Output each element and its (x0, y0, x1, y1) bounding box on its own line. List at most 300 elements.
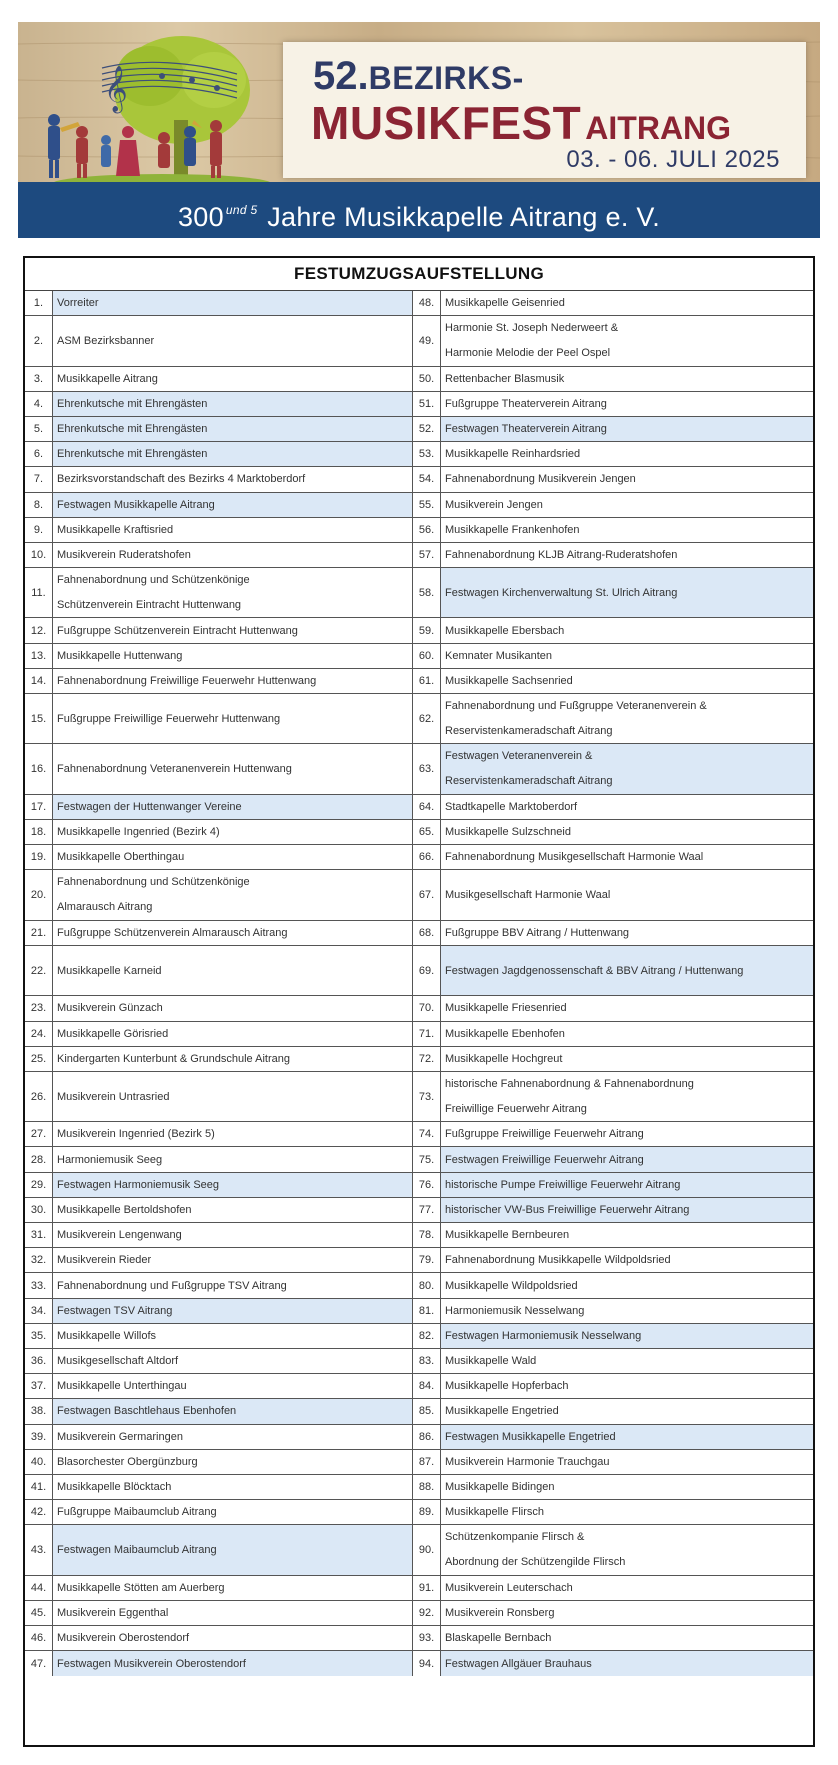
lineup-entry-line: Festwagen der Huttenwanger Vereine (57, 800, 242, 813)
lineup-entry (441, 1299, 813, 1323)
lineup-number: 88. (413, 1475, 441, 1499)
lineup-entry (53, 1399, 413, 1423)
lineup-entry (441, 1198, 813, 1222)
banner-title-panel (283, 42, 806, 178)
lineup-number: 57. (413, 543, 441, 567)
lineup-entry-line: Musikkapelle Ebenhofen (445, 1027, 565, 1040)
lineup-entry-line: Fußgruppe Theaterverein Aitrang (445, 397, 607, 410)
lineup-number: 71. (413, 1022, 441, 1046)
lineup-entry (441, 618, 813, 642)
parade-lineup-table (23, 256, 815, 1747)
lineup-entry (441, 467, 813, 491)
lineup-entry-line: Musikkapelle Görisried (57, 1027, 169, 1040)
lineup-entry-line: Musikkapelle Sulzschneid (445, 826, 571, 839)
lineup-entry-line: Harmonie Melodie der Peel Ospel (445, 346, 611, 359)
lineup-entry (53, 493, 413, 517)
table-row (25, 1147, 813, 1172)
lineup-number: 26. (25, 1072, 53, 1121)
lineup-entry (53, 795, 413, 819)
lineup-entry-line: Musikgesellschaft Altdorf (57, 1355, 179, 1368)
lineup-entry (53, 1299, 413, 1323)
lineup-entry (441, 870, 813, 919)
lineup-entry (441, 795, 813, 819)
banner-title-line2 (311, 96, 731, 150)
lineup-entry (441, 1223, 813, 1247)
lineup-entry (53, 568, 413, 617)
lineup-entry-line: Musikkapelle Kraftisried (57, 523, 174, 536)
lineup-entry-line: Festwagen TSV Aitrang (57, 1304, 173, 1317)
lineup-entry-line: Festwagen Allgäuer Brauhaus (445, 1657, 592, 1670)
lineup-entry-line: Fußgruppe Maibaumclub Aitrang (57, 1506, 217, 1519)
table-row (25, 568, 813, 618)
lineup-entry (53, 518, 413, 542)
lineup-entry-line: Blaskapelle Bernbach (445, 1632, 552, 1645)
lineup-entry-line: Musikverein Harmonie Trauchgau (445, 1455, 610, 1468)
lineup-entry-line: Fahnenabordnung und Schützenkönige (57, 876, 250, 889)
lineup-entry-line: Musikverein Günzach (57, 1002, 163, 1015)
lineup-entry-line: Musikkapelle Friesenried (445, 1002, 567, 1015)
lineup-number: 20. (25, 870, 53, 919)
lineup-number: 62. (413, 694, 441, 743)
table-row (25, 946, 813, 996)
lineup-number: 18. (25, 820, 53, 844)
lineup-entry-line: Fahnenabordnung und Fußgruppe TSV Aitrang (57, 1279, 287, 1292)
lineup-entry (441, 644, 813, 668)
lineup-entry-line: Fußgruppe Freiwillige Feuerwehr Huttenwang (57, 712, 281, 725)
table-rows (25, 291, 813, 1676)
lineup-entry (441, 1248, 813, 1272)
lineup-number: 7. (25, 467, 53, 491)
lineup-number: 4. (25, 392, 53, 416)
lineup-entry (53, 1475, 413, 1499)
lineup-entry-line: Harmoniemusik Nesselwang (445, 1304, 585, 1317)
lineup-entry (53, 367, 413, 391)
lineup-number: 38. (25, 1399, 53, 1423)
lineup-entry-line: Musikverein Rieder (57, 1254, 152, 1267)
lineup-number: 85. (413, 1399, 441, 1423)
lineup-entry (53, 1248, 413, 1272)
lineup-number: 78. (413, 1223, 441, 1247)
lineup-entry-line: Fahnenabordnung Veteranenverein Huttenwang (57, 763, 292, 776)
lineup-entry (441, 921, 813, 945)
lineup-number: 58. (413, 568, 441, 617)
lineup-entry (53, 820, 413, 844)
table-row (25, 694, 813, 744)
lineup-entry (53, 1626, 413, 1650)
lineup-entry-line: Schützenkompanie Flirsch & (445, 1531, 585, 1543)
lineup-entry-line: Musikkapelle Wald (445, 1355, 537, 1368)
lineup-entry-line: Fußgruppe Freiwillige Feuerwehr Aitrang (445, 1128, 644, 1141)
lineup-number: 74. (413, 1122, 441, 1146)
lineup-entry-line: Musikkapelle Geisenried (445, 297, 565, 310)
lineup-entry (53, 618, 413, 642)
lineup-number: 44. (25, 1576, 53, 1600)
lineup-entry (53, 669, 413, 693)
lineup-entry (53, 1576, 413, 1600)
svg-text:𝄞: 𝄞 (104, 66, 128, 112)
table-title: FESTUMZUGSAUFSTELLUNG (25, 258, 813, 291)
lineup-number: 94. (413, 1651, 441, 1676)
lineup-entry (53, 467, 413, 491)
table-row (25, 795, 813, 820)
lineup-entry-line: Musikverein Ingenried (Bezirk 5) (57, 1128, 215, 1141)
lineup-number: 42. (25, 1500, 53, 1524)
table-row (25, 543, 813, 568)
table-row (25, 291, 813, 316)
lineup-entry-line: Kindergarten Kunterbunt & Grundschule Aitrang (57, 1052, 290, 1065)
lineup-entry-line: historische Fahnenabordnung & Fahnenabordnung (445, 1077, 694, 1090)
lineup-entry-line: Festwagen Harmoniemusik Seeg (57, 1178, 220, 1191)
table-row (25, 1399, 813, 1424)
table-row (25, 1248, 813, 1273)
lineup-entry-line: Fußgruppe BBV Aitrang / Huttenwang (445, 926, 630, 939)
table-row (25, 744, 813, 794)
lineup-entry (441, 694, 813, 743)
lineup-entry-line: Harmonie St. Joseph Nederweert & (445, 321, 619, 334)
lineup-number: 46. (25, 1626, 53, 1650)
lineup-entry (441, 1626, 813, 1650)
lineup-number: 73. (413, 1072, 441, 1121)
lineup-number: 27. (25, 1122, 53, 1146)
lineup-entry (53, 1500, 413, 1524)
table-row (25, 1525, 813, 1575)
lineup-number: 89. (413, 1500, 441, 1524)
lineup-number: 25. (25, 1047, 53, 1071)
lineup-entry (441, 1475, 813, 1499)
anniversary-number: 300 (177, 202, 224, 232)
lineup-entry-line: Fahnenabordnung Freiwillige Feuerwehr Huttenwang (57, 674, 317, 687)
lineup-entry (53, 1651, 413, 1676)
lineup-entry (441, 1450, 813, 1474)
lineup-entry (441, 1324, 813, 1348)
lineup-number: 76. (413, 1173, 441, 1197)
lineup-entry (441, 493, 813, 517)
lineup-number: 21. (25, 921, 53, 945)
lineup-entry-line: Fußgruppe Schützenverein Eintracht Huttenwang (57, 624, 298, 637)
lineup-entry (53, 1022, 413, 1046)
lineup-entry (441, 996, 813, 1020)
lineup-entry (53, 996, 413, 1020)
lineup-entry-line: Musikverein Leuterschach (445, 1581, 573, 1594)
lineup-entry-line: Musikkapelle Bidingen (445, 1481, 555, 1494)
table-row (25, 493, 813, 518)
lineup-entry-line: Musikverein Ronsberg (445, 1606, 555, 1619)
table-row (25, 442, 813, 467)
lineup-entry (441, 1525, 813, 1574)
table-row (25, 1299, 813, 1324)
lineup-number: 66. (413, 845, 441, 869)
table-row (25, 1349, 813, 1374)
lineup-number: 10. (25, 543, 53, 567)
table-row (25, 367, 813, 392)
lineup-entry-line: Fahnenabordnung KLJB Aitrang-Ruderatshofen (445, 548, 678, 561)
lineup-entry-line: Vorreiter (57, 297, 99, 310)
lineup-number: 14. (25, 669, 53, 693)
lineup-number: 87. (413, 1450, 441, 1474)
lineup-entry (53, 1122, 413, 1146)
lineup-number: 29. (25, 1173, 53, 1197)
lineup-number: 84. (413, 1374, 441, 1398)
lineup-entry (53, 1047, 413, 1071)
lineup-entry-line: Musikkapelle Wildpoldsried (445, 1279, 578, 1292)
lineup-entry-line: Musikverein Ruderatshofen (57, 548, 191, 561)
lineup-entry-line: Rettenbacher Blasmusik (445, 372, 565, 385)
lineup-number: 16. (25, 744, 53, 793)
lineup-number: 47. (25, 1651, 53, 1676)
table-row (25, 1425, 813, 1450)
lineup-entry-line: Fußgruppe Schützenverein Almarausch Aitrang (57, 926, 288, 939)
lineup-entry-line: Festwagen Veteranenverein & (445, 750, 593, 763)
lineup-number: 81. (413, 1299, 441, 1323)
lineup-entry (441, 1374, 813, 1398)
table-row (25, 820, 813, 845)
lineup-entry-line: Bezirksvorstandschaft des Bezirks 4 Marktoberdorf (57, 473, 306, 486)
lineup-entry-line: Fahnenabordnung Musikkapelle Wildpoldsried (445, 1254, 671, 1267)
lineup-entry (53, 1349, 413, 1373)
lineup-entry (441, 518, 813, 542)
lineup-entry (53, 1147, 413, 1171)
lineup-entry (441, 543, 813, 567)
lineup-number: 65. (413, 820, 441, 844)
table-row (25, 921, 813, 946)
table-row (25, 417, 813, 442)
lineup-entry (53, 1525, 413, 1574)
lineup-number: 54. (413, 467, 441, 491)
table-row (25, 1273, 813, 1298)
lineup-entry-line: Musikkapelle Willofs (57, 1329, 157, 1342)
table-row (25, 518, 813, 543)
lineup-number: 37. (25, 1374, 53, 1398)
lineup-entry (441, 1651, 813, 1676)
anniversary-text (178, 202, 660, 232)
lineup-entry-line: Almarausch Aitrang (57, 901, 153, 914)
lineup-entry (53, 870, 413, 919)
lineup-entry-line: Musikverein Untrasried (57, 1090, 170, 1103)
table-row (25, 669, 813, 694)
lineup-entry (53, 1450, 413, 1474)
lineup-entry-line: Musikkapelle Karneid (57, 964, 162, 977)
lineup-entry (53, 1223, 413, 1247)
lineup-number: 8. (25, 493, 53, 517)
lineup-number: 77. (413, 1198, 441, 1222)
table-row (25, 1022, 813, 1047)
table-row (25, 1122, 813, 1147)
lineup-entry-line: Fahnenabordnung Musikverein Jengen (445, 473, 636, 486)
lineup-entry-line: Ehrenkutsche mit Ehrengästen (57, 423, 208, 436)
lineup-entry-line: historischer VW-Bus Freiwillige Feuerwehr Aitrang (445, 1203, 690, 1216)
lineup-entry-line: Festwagen Musikverein Oberostendorf (57, 1657, 246, 1670)
lineup-number: 60. (413, 644, 441, 668)
anniversary-superscript: und 5 (225, 203, 258, 217)
table-row (25, 1601, 813, 1626)
lineup-number: 59. (413, 618, 441, 642)
lineup-number: 53. (413, 442, 441, 466)
lineup-number: 15. (25, 694, 53, 743)
lineup-number: 48. (413, 291, 441, 315)
lineup-entry-line: Musikkapelle Oberthingau (57, 851, 185, 864)
anniversary-label: Jahre Musikkapelle Aitrang e. V. (267, 202, 661, 232)
lineup-entry (441, 1273, 813, 1297)
lineup-number: 69. (413, 946, 441, 995)
lineup-entry (53, 845, 413, 869)
lineup-entry-line: Musikkapelle Stötten am Auerberg (57, 1581, 225, 1594)
lineup-entry-line: Festwagen Theaterverein Aitrang (445, 423, 607, 436)
lineup-number: 72. (413, 1047, 441, 1071)
lineup-entry-line: Musikkapelle Huttenwang (57, 649, 183, 662)
lineup-number: 68. (413, 921, 441, 945)
lineup-entry (53, 1198, 413, 1222)
lineup-number: 56. (413, 518, 441, 542)
lineup-number: 3. (25, 367, 53, 391)
lineup-entry-line: ASM Bezirksbanner (57, 334, 155, 347)
lineup-number: 82. (413, 1324, 441, 1348)
lineup-entry-line: historische Pumpe Freiwillige Feuerwehr Aitrang (445, 1178, 681, 1191)
lineup-entry-line: Musikkapelle Hochgreut (445, 1052, 563, 1065)
lineup-entry-line: Musikkapelle Flirsch (445, 1506, 545, 1519)
lineup-number: 1. (25, 291, 53, 315)
lineup-entry (441, 1047, 813, 1071)
lineup-entry (53, 1601, 413, 1625)
lineup-number: 17. (25, 795, 53, 819)
lineup-number: 45. (25, 1601, 53, 1625)
lineup-number: 49. (413, 316, 441, 365)
lineup-entry-line: Freiwillige Feuerwehr Aitrang (445, 1102, 587, 1115)
lineup-number: 67. (413, 870, 441, 919)
lineup-number: 90. (413, 1525, 441, 1574)
lineup-entry (441, 820, 813, 844)
lineup-entry (441, 744, 813, 793)
lineup-number: 70. (413, 996, 441, 1020)
lineup-entry (53, 1273, 413, 1297)
lineup-entry-line: Musikkapelle Bernbeuren (445, 1229, 570, 1242)
lineup-entry (53, 392, 413, 416)
lineup-entry (441, 946, 813, 995)
lineup-entry (53, 694, 413, 743)
lineup-entry (441, 392, 813, 416)
lineup-number: 32. (25, 1248, 53, 1272)
table-row (25, 392, 813, 417)
lineup-entry (441, 1500, 813, 1524)
lineup-entry (53, 1072, 413, 1121)
lineup-entry (53, 921, 413, 945)
table-row (25, 1223, 813, 1248)
lineup-number: 34. (25, 1299, 53, 1323)
lineup-entry (441, 1122, 813, 1146)
lineup-entry-line: Musikkapelle Aitrang (57, 372, 158, 385)
lineup-entry (441, 568, 813, 617)
lineup-entry (53, 946, 413, 995)
lineup-entry (53, 744, 413, 793)
lineup-number: 28. (25, 1147, 53, 1171)
lineup-entry-line: Fahnenabordnung Musikgesellschaft Harmonie Waal (445, 851, 704, 864)
lineup-number: 63. (413, 744, 441, 793)
lineup-number: 61. (413, 669, 441, 693)
lineup-entry-line: Festwagen Harmoniemusik Nesselwang (445, 1329, 642, 1342)
table-row (25, 1450, 813, 1475)
lineup-entry-line: Musikverein Eggenthal (57, 1606, 169, 1619)
lineup-number: 31. (25, 1223, 53, 1247)
lineup-entry (53, 417, 413, 441)
lineup-number: 86. (413, 1425, 441, 1449)
lineup-entry-line: Musikverein Lengenwang (57, 1229, 182, 1242)
lineup-entry-line: Musikkapelle Ingenried (Bezirk 4) (57, 826, 220, 839)
lineup-entry-line: Musikkapelle Engetried (445, 1405, 559, 1418)
lineup-entry-line: Musikkapelle Sachsenried (445, 674, 573, 687)
lineup-number: 36. (25, 1349, 53, 1373)
table-row (25, 1626, 813, 1651)
lineup-entry (53, 644, 413, 668)
lineup-entry-line: Abordnung der Schützengilde Flirsch (445, 1556, 626, 1568)
lineup-number: 79. (413, 1248, 441, 1272)
lineup-entry-line: Harmoniemusik Seeg (57, 1153, 163, 1166)
lineup-number: 83. (413, 1349, 441, 1373)
lineup-entry-line: Musikgesellschaft Harmonie Waal (445, 889, 611, 902)
tree-with-musicians-logo (32, 28, 282, 196)
lineup-number: 5. (25, 417, 53, 441)
table-row (25, 1198, 813, 1223)
banner-title-word1: BEZIRKS- (368, 60, 524, 96)
lineup-number: 30. (25, 1198, 53, 1222)
table-row (25, 996, 813, 1021)
lineup-number: 55. (413, 493, 441, 517)
lineup-entry-line: Reservistenkameradschaft Aitrang (445, 724, 613, 737)
lineup-entry (53, 1324, 413, 1348)
banner-anniversary-strip (18, 182, 820, 238)
lineup-entry-line: Fahnenabordnung und Fußgruppe Veteranenverein & (445, 699, 707, 712)
table-row (25, 1374, 813, 1399)
lineup-entry (53, 1374, 413, 1398)
table-row (25, 1173, 813, 1198)
lineup-number: 52. (413, 417, 441, 441)
festival-banner (18, 22, 820, 238)
lineup-entry-line: Festwagen Baschtlehaus Ebenhofen (57, 1405, 237, 1418)
lineup-number: 13. (25, 644, 53, 668)
lineup-entry-line: Musikkapelle Hopferbach (445, 1380, 569, 1393)
lineup-entry (441, 1349, 813, 1373)
table-row (25, 1324, 813, 1349)
lineup-number: 80. (413, 1273, 441, 1297)
lineup-entry-line: Ehrenkutsche mit Ehrengästen (57, 397, 208, 410)
lineup-entry-line: Blasorchester Obergünzburg (57, 1455, 198, 1468)
lineup-number: 64. (413, 795, 441, 819)
table-row (25, 1651, 813, 1676)
lineup-entry-line: Musikkapelle Blöcktach (57, 1481, 172, 1494)
lineup-entry (441, 367, 813, 391)
banner-dates: 03. - 06. JULI 2025 (566, 146, 780, 173)
lineup-entry-line: Festwagen Kirchenverwaltung St. Ulrich Aitrang (445, 586, 678, 599)
lineup-entry (53, 543, 413, 567)
lineup-entry-line: Musikverein Germaringen (57, 1430, 183, 1443)
lineup-entry-line: Musikverein Jengen (445, 498, 543, 511)
lineup-entry (441, 1601, 813, 1625)
lineup-number: 9. (25, 518, 53, 542)
table-row (25, 1576, 813, 1601)
lineup-entry (441, 845, 813, 869)
lineup-entry-line: Festwagen Jagdgenossenschaft & BBV Aitrang / Huttenwang (445, 964, 744, 977)
lineup-number: 39. (25, 1425, 53, 1449)
lineup-number: 6. (25, 442, 53, 466)
lineup-entry-line: Musikkapelle Reinhardsried (445, 448, 581, 461)
table-row (25, 618, 813, 643)
lineup-number: 11. (25, 568, 53, 617)
lineup-entry-line: Schützenverein Eintracht Huttenwang (57, 598, 242, 611)
lineup-entry (53, 291, 413, 315)
banner-title-place: AITRANG (585, 110, 732, 146)
lineup-entry (441, 1399, 813, 1423)
lineup-entry (53, 1425, 413, 1449)
table-row (25, 1475, 813, 1500)
table-row (25, 316, 813, 366)
